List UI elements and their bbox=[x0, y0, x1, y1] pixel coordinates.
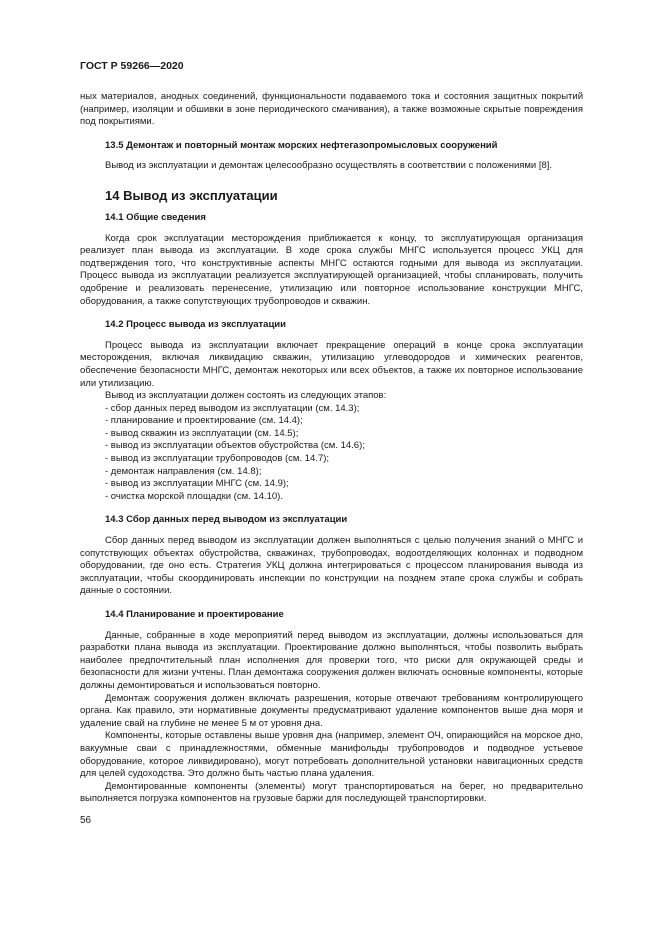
section-14-4-paragraph: Компоненты, которые оставлены выше уровня дна (например, элемент ОЧ, опирающийся на морское дно, вакуумные сваи с принадлежностями, обменные манифольды трубопроводов и подводное устьевое оборудование, которое ликвидировано), могут потребовать дополнительной установки навигационных средств для целей судоходства. Это должно быть частью плана удаления. bbox=[80, 730, 583, 780]
section-14-3-title: 14.3 Сбор данных перед выводом из эксплуатации bbox=[105, 514, 348, 526]
list-item: - демонтаж направления (см. 14.8); bbox=[105, 465, 262, 477]
standard-header: ГОСТ Р 59266—2020 bbox=[80, 60, 184, 72]
list-item: - вывод скважин из эксплуатации (см. 14.5); bbox=[105, 427, 299, 439]
section-14-4-paragraph: Демонтированные компоненты (элементы) могут транспортироваться на берег, но предварительно выполняется погрузка компонентов на грузовые баржи для последующей транспортировки. bbox=[80, 780, 583, 805]
section-13-5-title: 13.5 Демонтаж и повторный монтаж морских нефтегазопромысловых сооружений bbox=[105, 139, 498, 151]
page-number: 56 bbox=[80, 815, 92, 826]
page-content bbox=[80, 91, 583, 806]
section-13-5-text: Вывод из эксплуатации и демонтаж целесообразно осуществлять в соответствии с положениями [8]. bbox=[105, 160, 553, 172]
list-item: - вывод из эксплуатации трубопроводов (см. 14.7); bbox=[105, 453, 330, 465]
section-14-3-text: Сбор данных перед выводом из эксплуатации должен выполняться с целью получения знаний о МНГС и сопутствующих объектах обустройства, скважинах, трубопроводах, водоотделяющих колоннах и подводном оборудовании, где оно есть. Стратегия УКЦ должна интегрироваться с процессом планирования вывода из эксплуатации, чтобы скоординировать инспекции по конструкции на позднем этапе срока службы и собрать данные о состоянии. bbox=[80, 535, 583, 597]
section-14-1-text: Когда срок эксплуатации месторождения приближается к концу, то эксплуатирующая организация реализует план вывода из эксплуатации. В ходе срока службы МНГС используется процесс УКЦ для подтверждения того, что конструктивные аспекты МНГС остаются годными для вывода из эксплуатации. Процесс вывода из эксплуатации реализуется эксплуатирующей организацией, чтобы спланировать, получить одобрение и реализовать перенесение, утилизацию или повторное использование конструкции МНГС, оборудования, а также сопутствующих трубопроводов и скважин. bbox=[80, 232, 583, 307]
section-14-2-text: Процесс вывода из эксплуатации включает прекращение операций в конце срока эксплуатации месторождения, включая ликвидацию скважин, утилизацию углеводородов и химических реагентов, обеспечение безопасности МНГС, демонтаж некоторых или всех объектов, а также их повторное использование или утилизацию. bbox=[80, 339, 583, 389]
section-14-1-title: 14.1 Общие сведения bbox=[105, 211, 206, 223]
section-14-4-paragraph: Данные, собранные в ходе мероприятий перед выводом из эксплуатации, должны использоваться для разработки плана вывода из эксплуатации. Проектирование должно выполняться, чтобы позволить выбрать наиболее предпочтительный план исполнения для проверки того, что риски для окружающей среды и безопасности для жизни учтены. План демонтажа сооружения должен включать основные компоненты, которые должны демонтироваться и использоваться повторно. bbox=[80, 629, 583, 691]
section-14-4-title: 14.4 Планирование и проектирование bbox=[105, 609, 284, 620]
list-item: - очистка морской площадки (см. 14.10). bbox=[105, 490, 283, 502]
list-item: - планирование и проектирование (см. 14.4); bbox=[105, 415, 303, 427]
stages-list bbox=[80, 403, 583, 504]
section-14-2-lead: Вывод из эксплуатации должен состоять из следующих этапов: bbox=[105, 390, 387, 402]
list-item: - сбор данных перед выводом из эксплуатации (см. 14.3); bbox=[105, 402, 360, 414]
list-item: - вывод из эксплуатации МНГС (см. 14.9); bbox=[105, 478, 289, 490]
intro-paragraph: ных материалов, анодных соединений, функциональности подаваемого тока и состояния защитных покрытий (например, изоляции и обшивки в зоне периодического смачивания), а также возможные скрытые повреждения под покрытиями. bbox=[80, 91, 583, 128]
section-14-title: 14 Вывод из эксплуатации bbox=[105, 187, 278, 203]
section-14-2-title: 14.2 Процесс вывода из эксплуатации bbox=[105, 319, 286, 331]
section-14-4-paragraph: Демонтаж сооружения должен включать разрешения, которые отвечают требованиям контролирующего органа. Как правило, эти нормативные документы предусматривают удаление компонентов выше дна моря и удаление свай на глубине не менее 5 м от уровня дна. bbox=[80, 692, 583, 729]
list-item: - вывод из эксплуатации объектов обустройства (см. 14.6); bbox=[105, 440, 365, 452]
